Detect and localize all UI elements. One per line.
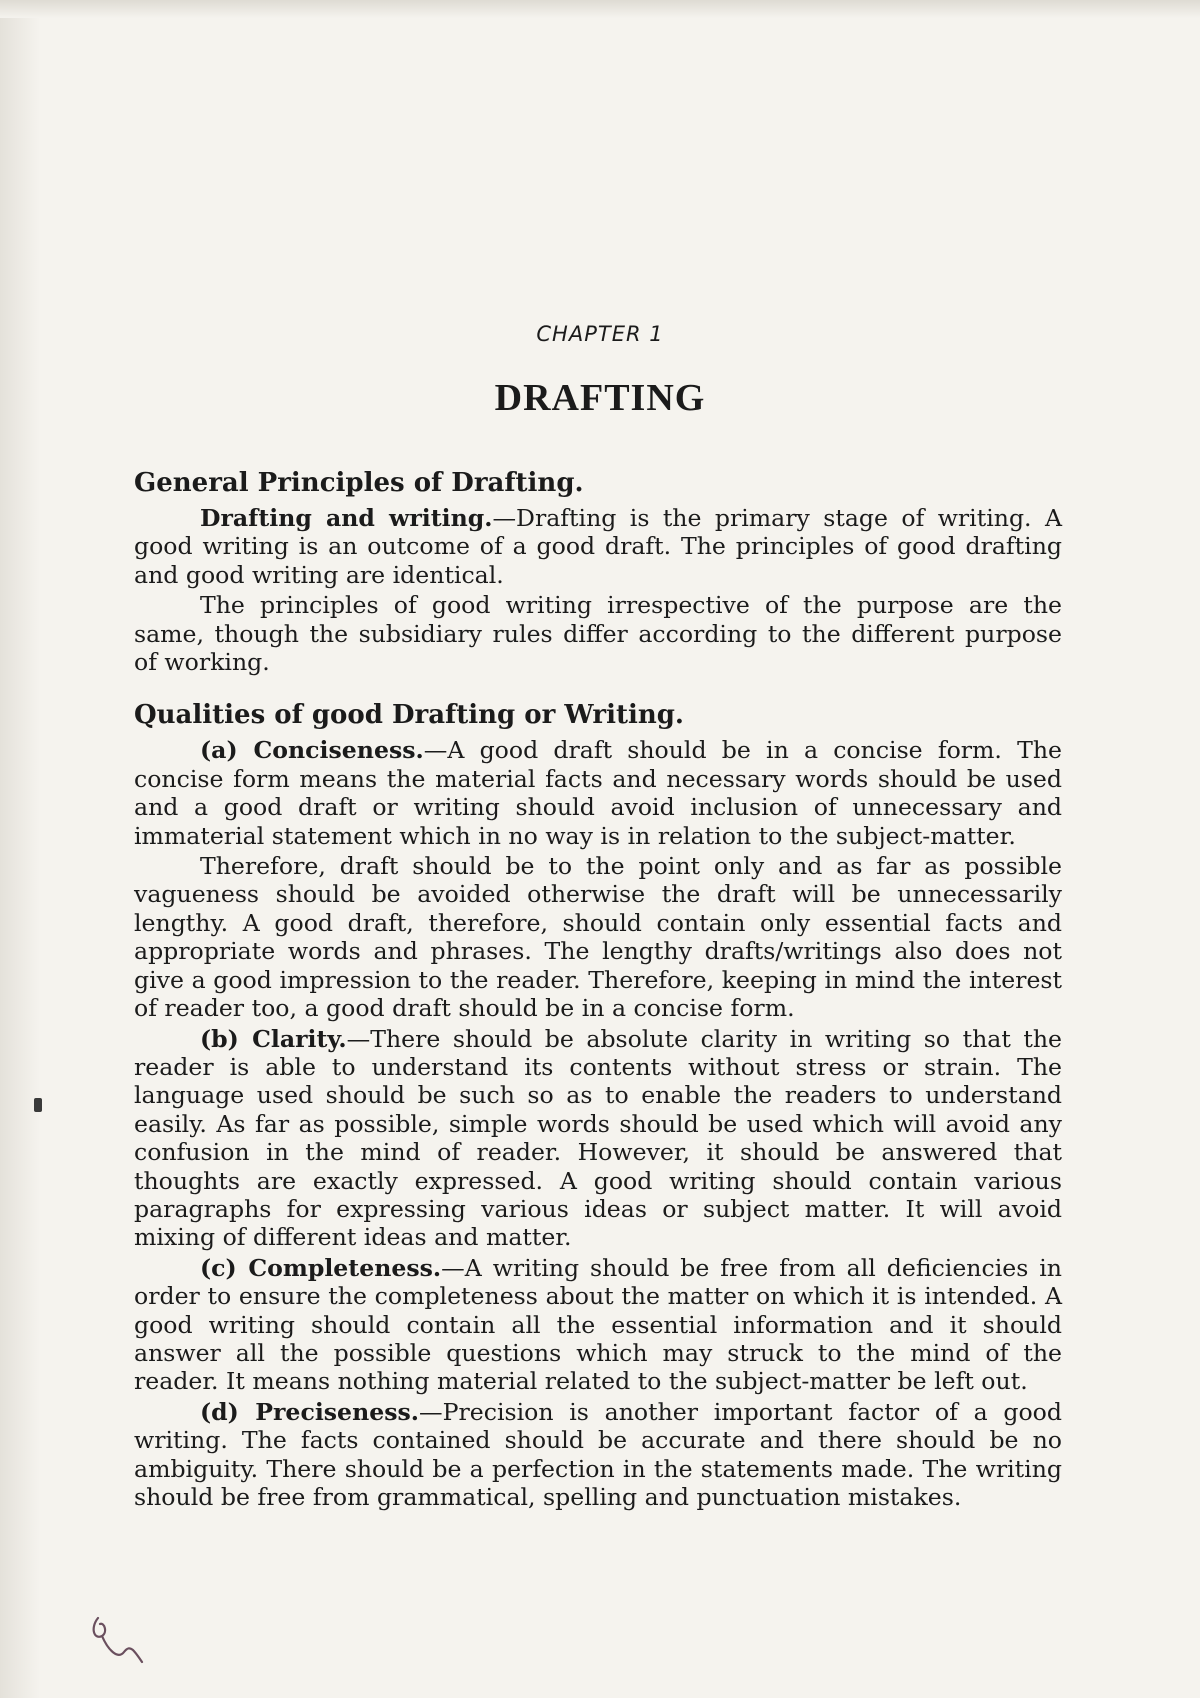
paragraph-completeness: [134, 1254, 1062, 1396]
paragraph-lead: (a) Conciseness.: [200, 736, 424, 765]
scan-shadow-left: [0, 0, 40, 1698]
paragraph-text: Therefore, draft should be to the point only and as far as possible vagueness should be avoided otherwise the draft will be unnecessarily lengthy. A good draft, therefore, should contain only essential facts and appropriate words and phrases. The lengthy drafts/writings also does not give a good impression to the reader. Therefore, keeping in mind the interest of reader too, a good draft should be in a concise form.: [134, 852, 1062, 1023]
paragraph-clarity: [134, 1025, 1062, 1252]
paragraph-text: —A good draft should be in a concise form. The concise form means the material facts and necessary words should be used and a good draft or writing should avoid inclusion of unnecessary and immaterial statement which in no way is in relation to the subject-matter.: [134, 736, 1063, 850]
section-heading-qualities: Qualities of good Drafting or Writing.: [134, 700, 684, 731]
paragraph-text: —Precision is another important factor of a good writing. The facts contained should be accurate and there should be no ambiguity. There should be a perfection in the statements made. The writing should be free from grammatical, spelling and punctuation mistakes.: [134, 1397, 1062, 1511]
paragraph-preciseness: [134, 1398, 1062, 1512]
margin-mark: [34, 1098, 42, 1112]
paragraph-conciseness: [134, 736, 1062, 850]
page-body: [134, 466, 1062, 1513]
paragraph-text: —There should be absolute clarity in writing so that the reader is able to understand its contents without stress or strain. The language used should be such so as to enable the readers to understand easily. As far as possible, simple words should be used which will avoid any confusion in the mind of reader. However, it should be answered that thoughts are exactly expressed. A good writing should contain various paragraphs for expressing various ideas or subject matter. It will avoid mixing of different ideas and matter.: [134, 1024, 1062, 1252]
paragraph-conciseness-continued: [134, 852, 1062, 1022]
paragraph-text: —A writing should be free from all deficiencies in order to ensure the completeness about the matter on which it is intended. A good writing should contain all the essential information and it should answer all the possible questions which may struck to the mind of the reader. It means nothing material related to the subject-matter be left out.: [134, 1253, 1062, 1396]
section-heading-general-principles: General Principles of Drafting.: [134, 468, 584, 498]
paragraph-lead: (c) Completeness.: [200, 1253, 442, 1282]
paragraph-drafting-and-writing: [134, 504, 1062, 589]
paragraph-text: —Drafting is the primary stage of writing. A good writing is an outcome of a good draft. The principles of good drafting and good writing are identical.: [134, 504, 1062, 589]
paragraph-lead: (b) Clarity.: [200, 1024, 347, 1053]
handwritten-pencil-mark: [84, 1610, 154, 1670]
paragraph-text: The principles of good writing irrespective of the purpose are the same, though the subsidiary rules differ according to the different purpose of working.: [134, 591, 1062, 677]
scan-shadow-top: [0, 0, 1200, 18]
paragraph-lead: (d) Preciseness.: [200, 1397, 420, 1426]
paragraph-principles: [134, 591, 1062, 676]
paragraph-lead: Drafting and writing.: [200, 504, 493, 532]
chapter-title: DRAFTING: [494, 377, 706, 419]
chapter-label: CHAPTER 1: [536, 322, 664, 346]
